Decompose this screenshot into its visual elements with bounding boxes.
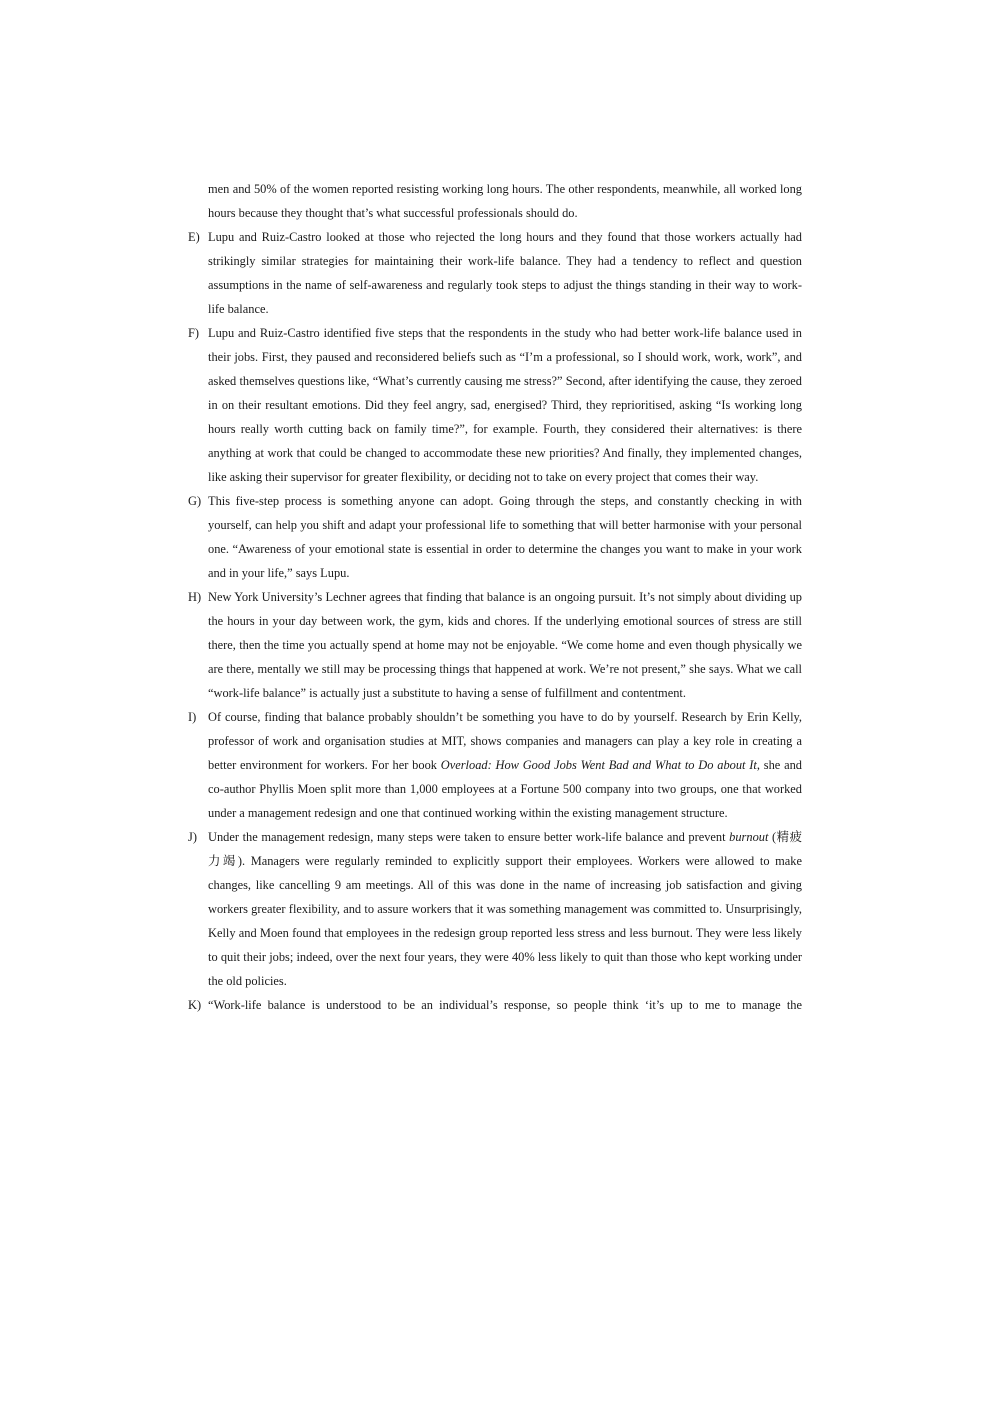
term-burnout: burnout xyxy=(729,830,769,844)
text-after-title: , she and co-author Phyllis Moen split more than 1,000 employees at a Fortune 500 company into two groups, one that worked under a management redesign and one that continued working within the existing management structure. xyxy=(208,758,803,820)
text-before-title: Of course, finding that balance probably shouldn’t be something you have to do by yourself. Research by Erin Kelly, professor of work and organisation studies at MIT, shows companies and managers can play a key role in creating a better environment for workers. For her book xyxy=(208,710,802,772)
paragraph-text xyxy=(208,825,802,993)
paragraph-text: This five-step process is something anyone can adopt. Going through the steps, and constantly checking in with yourself, can help you shift and adapt your professional life to something that will better harmonise with your personal one. “Awareness of your emotional state is essential in order to determine the changes you want to make in your work and in your life,” says Lupu. xyxy=(208,494,802,580)
paragraph-continuation xyxy=(188,177,802,225)
paragraph-text xyxy=(208,705,802,825)
paragraph-e xyxy=(188,225,802,321)
text-before-term: Under the management redesign, many steps were taken to ensure better work-life balance and prevent xyxy=(208,830,730,844)
paragraph-letter: H) xyxy=(188,590,202,604)
paragraph-text: New York University’s Lechner agrees that finding that balance is an ongoing pursuit. It’s not simply about dividing up the hours in your day between work, the gym, kids and chores. If the underlying emotional sources of stress are still there, then the time you actually spend at home may not be enjoyable. “We come home and even though physically we are there, mentally we still may be processing things that happened at work. We’re not present,” she says. What we call “work-life balance” is actually just a substitute to having a sense of fulfillment and contentment. xyxy=(208,590,802,700)
term-gloss: (精疲力竭) xyxy=(208,830,802,868)
paragraph-text: “Work-life balance is understood to be an individual’s response, so people think ‘it’s up to me to manage the xyxy=(208,998,802,1012)
paragraph-j xyxy=(188,825,802,993)
paragraph-g xyxy=(188,489,802,585)
paragraph-letter: K) xyxy=(188,998,202,1012)
book-title: Overload: How Good Jobs Went Bad and What to Do about It xyxy=(440,758,757,772)
paragraph-letter: J) xyxy=(188,830,197,844)
paragraph-letter: E) xyxy=(188,230,200,244)
text-after-term: . Managers were regularly reminded to explicitly support their employees. Workers were allowed to make changes, like cancelling 9 am meetings. All of this was done in the name of increasing job satisfaction and giving workers greater flexibility, and to assure workers that it was something management was committed to. Unsurprisingly, Kelly and Moen found that employees in the redesign group reported less stress and less burnout. They were less likely to quit their jobs; indeed, over the next four years, they were 40% less likely to quit than those who kept working under the old policies. xyxy=(208,854,802,988)
paragraph-i xyxy=(188,705,802,825)
paragraph-letter: I) xyxy=(188,710,197,724)
paragraph-k xyxy=(188,993,802,1017)
paragraph-letter: F) xyxy=(188,326,200,340)
paragraph-text: Lupu and Ruiz-Castro identified five steps that the respondents in the study who had better work-life balance used in their jobs. First, they paused and reconsidered beliefs such as “I’m a professional, so I should work, work, work”, and asked themselves questions like, “What’s currently causing me stress?” Second, after identifying the cause, they zeroed in on their resultant emotions. Did they feel angry, sad, energised? Third, they reprioritised, asking “Is working long hours really worth cutting back on family time?”, for example. Fourth, they considered their alternatives: is there anything at work that could be changed to accommodate these new priorities? And finally, they implemented changes, like asking their supervisor for greater flexibility, or deciding not to take on every project that comes their way. xyxy=(208,326,802,484)
article-text xyxy=(188,177,802,1017)
paragraph-f xyxy=(188,321,802,489)
paragraph-text: Lupu and Ruiz-Castro looked at those who rejected the long hours and they found that those workers actually had strikingly similar strategies for maintaining their work-life balance. They had a tendency to reflect and question assumptions in the name of self-awareness and regularly took steps to adjust the things standing in their way to work-life balance. xyxy=(208,230,802,316)
paragraph-h xyxy=(188,585,802,705)
continuation-text: men and 50% of the women reported resisting working long hours. The other respondents, meanwhile, all worked long hours because they thought that’s what successful professionals should do. xyxy=(208,182,802,220)
paragraph-letter: G) xyxy=(188,494,202,508)
